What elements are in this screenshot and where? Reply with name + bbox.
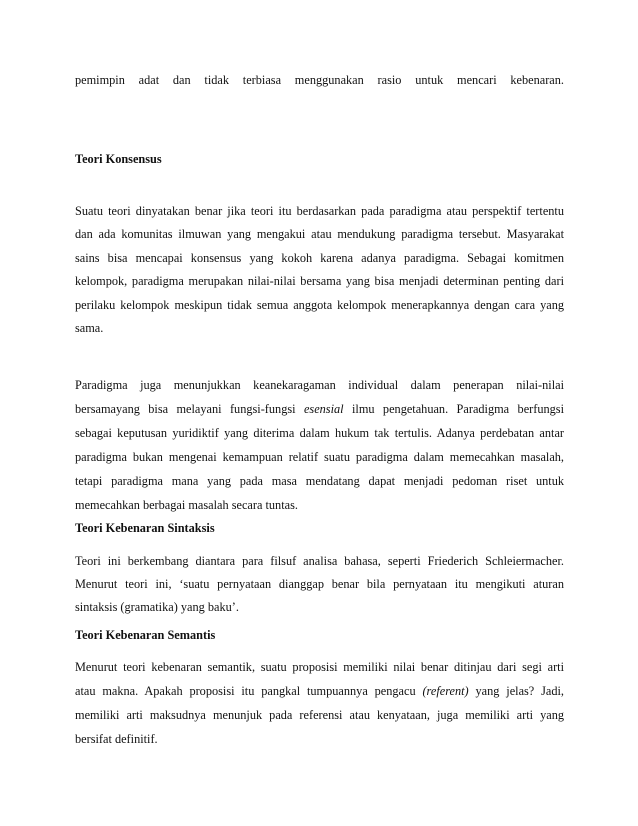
paragraph-line: sama. [75, 321, 104, 335]
paragraph-line: sintaksis (gramatika) yang baku’. [75, 600, 239, 614]
paragraph-line: Paradigma juga menunjukkan keanekaragaman individual dalam penerapan nilai-nilai [75, 378, 564, 392]
text-run: atau makna. Apakah proposisi itu pangkal tumpuannya pengacu [75, 684, 423, 698]
intro-line: pemimpin adat dan tidak terbiasa menggunakan rasio untuk mencari kebenaran. [75, 73, 564, 87]
paragraph-line: Teori ini berkembang diantara para filsuf analisa bahasa, seperti Friederich Schleiermacher. [75, 554, 564, 568]
text-run: yang jelas? Jadi, [468, 684, 564, 698]
italic-term: esensial [303, 402, 344, 416]
italic-term: (referent) [422, 684, 469, 698]
paragraph-line [75, 683, 564, 699]
paragraph-line: perilaku kelompok meskipun tidak semua anggota kelompok menerapkannya dengan cara yang [75, 298, 564, 312]
paragraph-line: sains bisa mencapai konsensus yang kokoh karena adanya paradigma. Sebagai komitmen [75, 251, 564, 265]
heading-teori-kebenaran-semantis: Teori Kebenaran Semantis [75, 628, 216, 642]
heading-teori-kebenaran-sintaksis: Teori Kebenaran Sintaksis [75, 521, 215, 535]
paragraph-line: memecahkan berbagai masalah secara tuntas. [75, 498, 298, 512]
paragraph-line: Menurut teori ini, ‘suatu pernyataan dianggap benar bila pernyataan itu mengikuti aturan [75, 577, 564, 591]
paragraph-line: sebagai keputusan yuridiktif yang diterima dalam hukum tak tertulis. Adanya perdebatan antar [75, 426, 564, 440]
paragraph-line: kelompok, paradigma merupakan nilai-nilai bersama yang bisa menjadi determinan penting dari [75, 274, 564, 288]
paragraph-line: paradigma bukan mengenai kemampuan relatif suatu paradigma dalam memecahkan masalah, [75, 450, 564, 464]
paragraph-line: bersifat definitif. [75, 732, 158, 746]
paragraph-line: dan ada komunitas ilmuwan yang mengakui atau mendukung paradigma tersebut. Masyarakat [75, 227, 564, 241]
paragraph-line: Suatu teori dinyatakan benar jika teori itu berdasarkan pada paradigma atau perspektif tertentu [75, 204, 564, 218]
text-run: ilmu pengetahuan. Paradigma berfungsi [343, 402, 564, 416]
heading-teori-konsensus: Teori Konsensus [75, 152, 162, 166]
paragraph-line [75, 401, 564, 417]
paragraph-line: tetapi paradigma mana yang pada masa mendatang dapat menjadi pedoman riset untuk [75, 474, 564, 488]
text-run: bersamayang bisa melayani fungsi-fungsi [75, 402, 304, 416]
paragraph-line: Menurut teori kebenaran semantik, suatu proposisi memiliki nilai benar ditinjau dari segi arti [75, 660, 564, 674]
paragraph-line: memiliki arti maksudnya menunjuk pada referensi atau kenyataan, juga memiliki arti yang [75, 708, 564, 722]
